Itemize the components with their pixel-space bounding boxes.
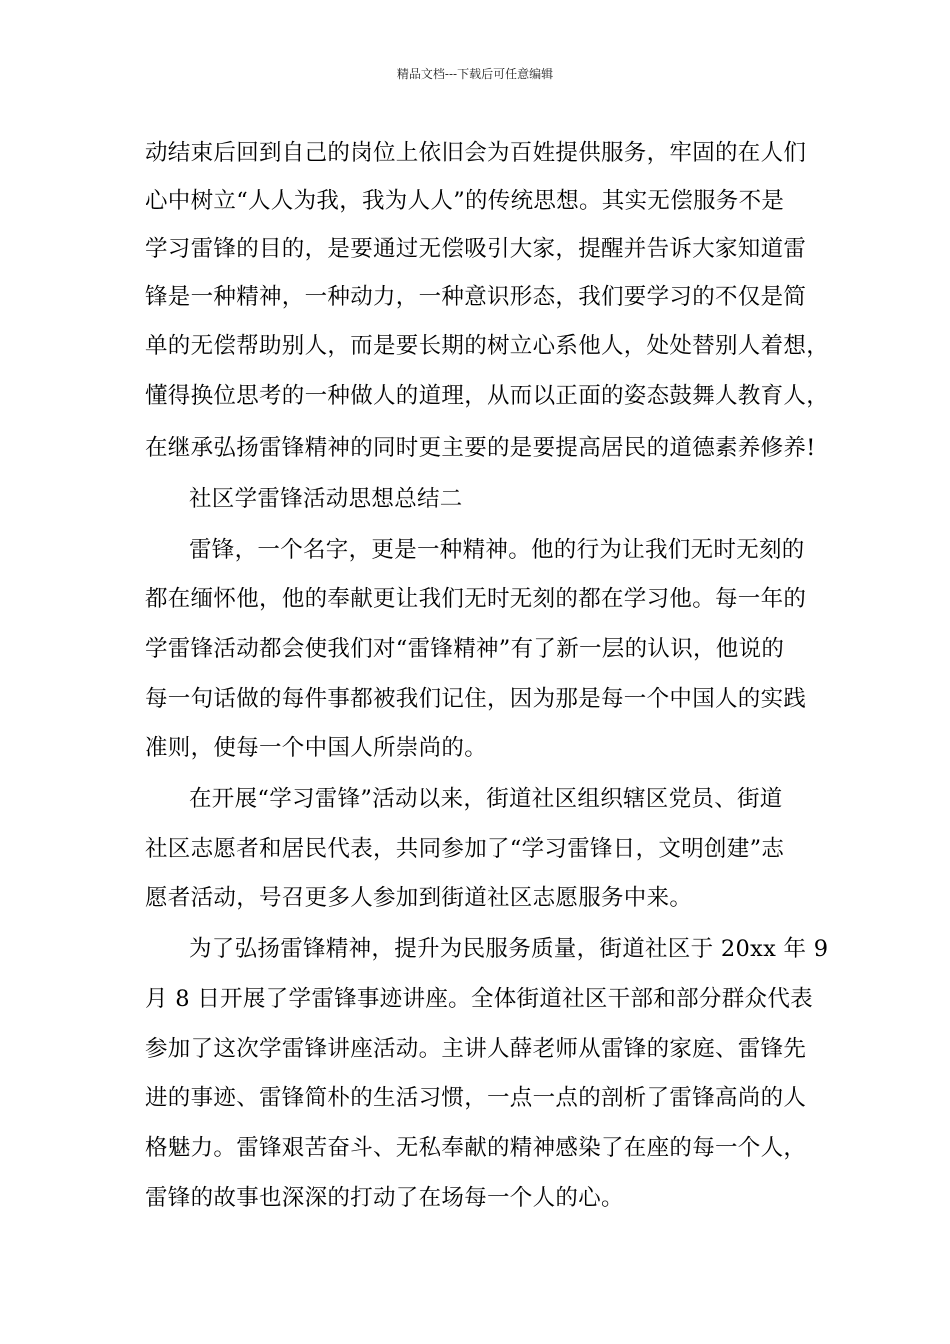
paragraph-line: 在继承弘扬雷锋精神的同时更主要的是要提高居民的道德素养修养! (145, 435, 816, 461)
paragraph-line: 社区志愿者和居民代表，共同参加了“学习雷锋日，文明创建”志 (145, 836, 785, 862)
paragraph-line: 锋是一种精神，一种动力，一种意识形态，我们要学习的不仅是简 (145, 284, 807, 310)
paragraph-line: 进的事迹、雷锋简朴的生活习惯，一点一点的剖析了雷锋高尚的人 (145, 1085, 807, 1111)
section-heading: 社区学雷锋活动思想总结二 (189, 486, 463, 512)
paragraph-line: 学雷锋活动都会使我们对“雷锋精神”有了新一层的认识，他说的 (145, 636, 785, 662)
paragraph-line: 懂得换位思考的一种做人的道理，从而以正面的姿态鼓舞人教育人， (145, 383, 830, 409)
paragraph-line: 为了弘扬雷锋精神，提升为民服务质量，街道社区于 20xx 年 9 (189, 936, 829, 962)
paragraph-line: 准则，使每一个中国人所崇尚的。 (145, 735, 488, 761)
paragraph-line: 心中树立“人人为我，我为人人”的传统思想。其实无偿服务不是 (145, 188, 785, 214)
paragraph-line: 愿者活动，号召更多人参加到街道社区志愿服务中来。 (145, 885, 693, 911)
paragraph-line: 参加了这次学雷锋讲座活动。主讲人薛老师从雷锋的家庭、雷锋先 (145, 1036, 807, 1062)
paragraph-line: 格魅力。雷锋艰苦奋斗、无私奉献的精神感染了在座的每一个人， (145, 1135, 807, 1161)
paragraph-line: 都在缅怀他，他的奉献更让我们无时无刻的都在学习他。每一年的 (145, 586, 807, 612)
paragraph-line: 雷锋，一个名字，更是一种精神。他的行为让我们无时无刻的 (189, 537, 805, 563)
page-header: 精品文档---下载后可任意编辑 (396, 67, 554, 81)
paragraph-line: 月 8 日开展了学雷锋事迹讲座。全体街道社区干部和部分群众代表 (145, 986, 813, 1012)
paragraph-line: 雷锋的故事也深深的打动了在场每一个人的心。 (145, 1185, 624, 1211)
paragraph-line: 单的无偿帮助别人，而是要长期的树立心系他人，处处替别人着想， (145, 333, 830, 359)
paragraph-line: 学习雷锋的目的，是要通过无偿吸引大家，提醒并告诉大家知道雷 (145, 236, 807, 262)
paragraph-line: 每一句话做的每件事都被我们记住，因为那是每一个中国人的实践 (145, 686, 807, 712)
paragraph-line: 动结束后回到自己的岗位上依旧会为百姓提供服务，牢固的在人们 (145, 140, 807, 166)
paragraph-line: 在开展“学习雷锋”活动以来，街道社区组织辖区党员、街道 (189, 786, 783, 812)
